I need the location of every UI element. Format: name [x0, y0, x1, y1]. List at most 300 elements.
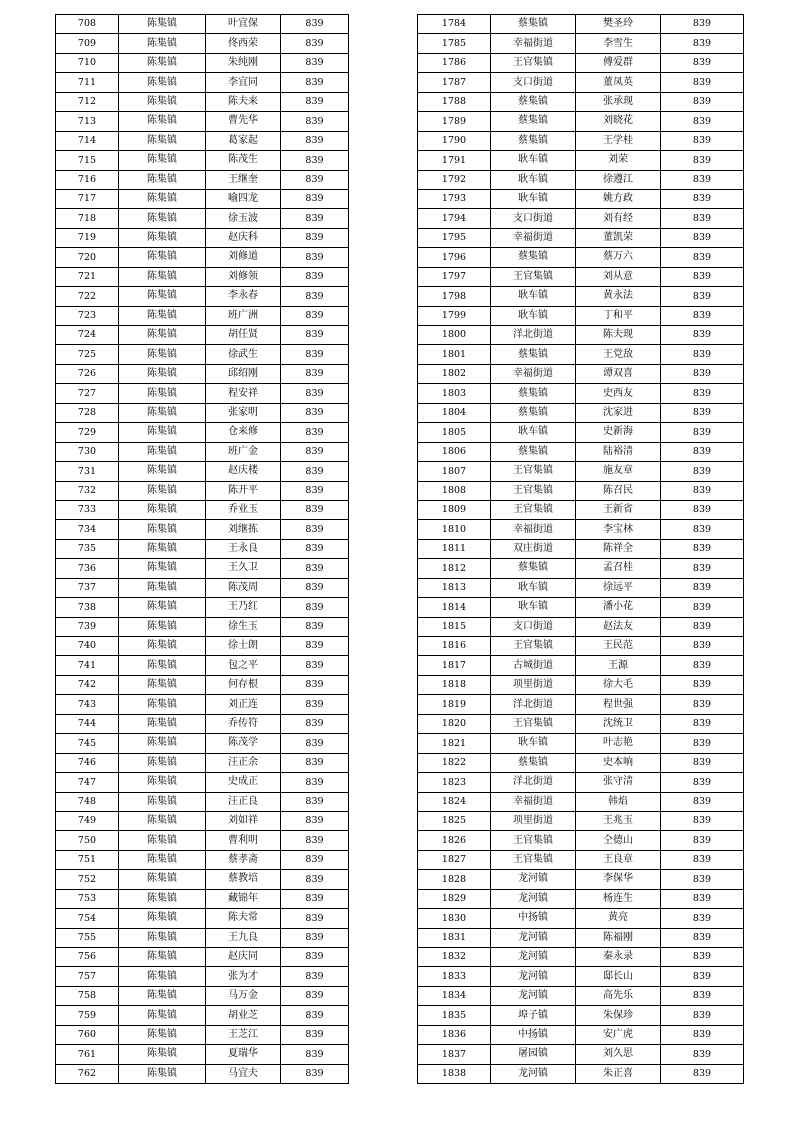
town-cell: 王官集镇 — [491, 714, 576, 733]
amount-cell: 839 — [281, 811, 349, 830]
amount-cell: 839 — [661, 928, 744, 947]
table-row — [418, 112, 744, 131]
amount-cell: 839 — [661, 617, 744, 636]
town-cell: 王官集镇 — [491, 831, 576, 850]
amount-cell: 839 — [281, 15, 349, 34]
row-number: 1828 — [418, 870, 491, 889]
table-row — [418, 209, 744, 228]
right-roster-table — [417, 14, 744, 1084]
table-row — [56, 53, 349, 72]
town-cell: 陈集镇 — [119, 462, 206, 481]
amount-cell: 839 — [661, 734, 744, 753]
row-number: 760 — [56, 1025, 119, 1044]
name-cell: 叶宜保 — [206, 15, 281, 34]
row-number: 1800 — [418, 326, 491, 345]
town-cell: 陈集镇 — [119, 578, 206, 597]
name-cell: 程世强 — [576, 695, 661, 714]
row-number: 734 — [56, 520, 119, 539]
amount-cell: 839 — [661, 151, 744, 170]
row-number: 1836 — [418, 1025, 491, 1044]
row-number: 1790 — [418, 131, 491, 150]
name-cell: 叶志艳 — [576, 734, 661, 753]
row-number: 757 — [56, 967, 119, 986]
row-number: 1815 — [418, 617, 491, 636]
row-number: 1837 — [418, 1045, 491, 1064]
amount-cell: 839 — [661, 500, 744, 519]
amount-cell: 839 — [661, 403, 744, 422]
amount-cell: 839 — [281, 364, 349, 383]
table-row — [56, 209, 349, 228]
table-row — [418, 1025, 744, 1044]
row-number: 742 — [56, 675, 119, 694]
town-cell: 龙河镇 — [491, 889, 576, 908]
name-cell: 马宜夫 — [206, 1064, 281, 1083]
town-cell: 蔡集镇 — [491, 559, 576, 578]
town-cell: 项里街道 — [491, 811, 576, 830]
amount-cell: 839 — [281, 967, 349, 986]
town-cell: 陈集镇 — [119, 928, 206, 947]
table-row — [418, 306, 744, 325]
amount-cell: 839 — [661, 326, 744, 345]
amount-cell: 839 — [281, 870, 349, 889]
name-cell: 潘小花 — [576, 598, 661, 617]
amount-cell: 839 — [281, 442, 349, 461]
name-cell: 陈茂生 — [206, 151, 281, 170]
table-row — [418, 714, 744, 733]
row-number: 735 — [56, 539, 119, 558]
table-row — [418, 598, 744, 617]
amount-cell: 839 — [281, 267, 349, 286]
table-row — [418, 34, 744, 53]
amount-cell: 839 — [661, 345, 744, 364]
row-number: 1838 — [418, 1064, 491, 1083]
amount-cell: 839 — [281, 481, 349, 500]
town-cell: 陈集镇 — [119, 948, 206, 967]
table-row — [418, 928, 744, 947]
row-number: 1829 — [418, 889, 491, 908]
row-number: 725 — [56, 345, 119, 364]
name-cell: 徐远平 — [576, 578, 661, 597]
town-cell: 陈集镇 — [119, 53, 206, 72]
amount-cell: 839 — [281, 986, 349, 1005]
table-row — [418, 909, 744, 928]
table-row — [56, 539, 349, 558]
table-row — [56, 714, 349, 733]
table-row — [56, 792, 349, 811]
amount-cell: 839 — [661, 423, 744, 442]
town-cell: 陈集镇 — [119, 500, 206, 519]
row-number: 1784 — [418, 15, 491, 34]
town-cell: 王官集镇 — [491, 637, 576, 656]
table-row — [56, 345, 349, 364]
table-row — [56, 578, 349, 597]
town-cell: 支口街道 — [491, 209, 576, 228]
table-row — [56, 520, 349, 539]
table-row — [56, 151, 349, 170]
table-row — [56, 1064, 349, 1083]
name-cell: 李雪生 — [576, 34, 661, 53]
name-cell: 孟召桂 — [576, 559, 661, 578]
table-row — [418, 403, 744, 422]
amount-cell: 839 — [281, 928, 349, 947]
amount-cell: 839 — [661, 53, 744, 72]
name-cell: 葛家起 — [206, 131, 281, 150]
table-row — [56, 617, 349, 636]
table-row — [56, 403, 349, 422]
row-number: 719 — [56, 228, 119, 247]
name-cell: 喻四龙 — [206, 189, 281, 208]
name-cell: 陈夫常 — [206, 909, 281, 928]
table-row — [56, 306, 349, 325]
amount-cell: 839 — [281, 539, 349, 558]
amount-cell: 839 — [661, 559, 744, 578]
row-number: 1812 — [418, 559, 491, 578]
name-cell: 王源 — [576, 656, 661, 675]
town-cell: 陈集镇 — [119, 384, 206, 403]
amount-cell: 839 — [661, 306, 744, 325]
town-cell: 幸福街道 — [491, 228, 576, 247]
row-number: 1808 — [418, 481, 491, 500]
table-row — [56, 287, 349, 306]
amount-cell: 839 — [281, 403, 349, 422]
name-cell: 刘有经 — [576, 209, 661, 228]
name-cell: 李保华 — [576, 870, 661, 889]
town-cell: 王官集镇 — [491, 850, 576, 869]
row-number: 1819 — [418, 695, 491, 714]
table-row — [418, 850, 744, 869]
table-row — [418, 675, 744, 694]
name-cell: 刘修领 — [206, 267, 281, 286]
amount-cell: 839 — [661, 675, 744, 694]
name-cell: 陈夫现 — [576, 326, 661, 345]
amount-cell: 839 — [281, 326, 349, 345]
name-cell: 王乃红 — [206, 598, 281, 617]
amount-cell: 839 — [281, 792, 349, 811]
amount-cell: 839 — [281, 1025, 349, 1044]
amount-cell: 839 — [281, 714, 349, 733]
table-row — [418, 1045, 744, 1064]
table-row — [418, 15, 744, 34]
row-number: 710 — [56, 53, 119, 72]
town-cell: 陈集镇 — [119, 403, 206, 422]
amount-cell: 839 — [281, 73, 349, 92]
town-cell: 幸福街道 — [491, 520, 576, 539]
amount-cell: 839 — [661, 73, 744, 92]
table-row — [56, 131, 349, 150]
town-cell: 陈集镇 — [119, 170, 206, 189]
row-number: 709 — [56, 34, 119, 53]
row-number: 753 — [56, 889, 119, 908]
amount-cell: 839 — [661, 170, 744, 189]
amount-cell: 839 — [281, 734, 349, 753]
town-cell: 陈集镇 — [119, 34, 206, 53]
table-row — [56, 734, 349, 753]
table-row — [418, 53, 744, 72]
amount-cell: 839 — [281, 578, 349, 597]
table-row — [56, 695, 349, 714]
table-row — [418, 92, 744, 111]
table-row — [56, 1025, 349, 1044]
amount-cell: 839 — [281, 189, 349, 208]
name-cell: 王兆玉 — [576, 811, 661, 830]
table-row — [418, 267, 744, 286]
amount-cell: 839 — [281, 92, 349, 111]
amount-cell: 839 — [661, 1006, 744, 1025]
town-cell: 耿车镇 — [491, 151, 576, 170]
row-number: 718 — [56, 209, 119, 228]
name-cell: 张承现 — [576, 92, 661, 111]
town-cell: 陈集镇 — [119, 1025, 206, 1044]
name-cell: 仝德山 — [576, 831, 661, 850]
town-cell: 龙河镇 — [491, 967, 576, 986]
row-number: 740 — [56, 637, 119, 656]
table-row — [56, 248, 349, 267]
table-row — [56, 228, 349, 247]
table-row — [56, 967, 349, 986]
town-cell: 龙河镇 — [491, 1064, 576, 1083]
table-row — [418, 520, 744, 539]
town-cell: 陈集镇 — [119, 753, 206, 772]
table-row — [418, 559, 744, 578]
name-cell: 陈福刚 — [576, 928, 661, 947]
amount-cell: 839 — [661, 909, 744, 928]
town-cell: 陈集镇 — [119, 695, 206, 714]
amount-cell: 839 — [281, 598, 349, 617]
amount-cell: 839 — [661, 831, 744, 850]
amount-cell: 839 — [281, 773, 349, 792]
amount-cell: 839 — [281, 151, 349, 170]
amount-cell: 839 — [661, 539, 744, 558]
row-number: 717 — [56, 189, 119, 208]
name-cell: 仓来修 — [206, 423, 281, 442]
town-cell: 蔡集镇 — [491, 92, 576, 111]
table-row — [56, 500, 349, 519]
name-cell: 徐玉波 — [206, 209, 281, 228]
row-number: 708 — [56, 15, 119, 34]
name-cell: 刘修道 — [206, 248, 281, 267]
name-cell: 汪正余 — [206, 753, 281, 772]
table-row — [418, 656, 744, 675]
row-number: 1786 — [418, 53, 491, 72]
name-cell: 黄永法 — [576, 287, 661, 306]
name-cell: 高先乐 — [576, 986, 661, 1005]
amount-cell: 839 — [281, 170, 349, 189]
table-row — [56, 92, 349, 111]
name-cell: 藏锦年 — [206, 889, 281, 908]
town-cell: 龙河镇 — [491, 986, 576, 1005]
row-number: 738 — [56, 598, 119, 617]
name-cell: 赵庆科 — [206, 228, 281, 247]
table-row — [56, 909, 349, 928]
table-row — [418, 986, 744, 1005]
town-cell: 陈集镇 — [119, 15, 206, 34]
name-cell: 姚方政 — [576, 189, 661, 208]
row-number: 1818 — [418, 675, 491, 694]
amount-cell: 839 — [281, 112, 349, 131]
row-number: 1824 — [418, 792, 491, 811]
row-number: 751 — [56, 850, 119, 869]
amount-cell: 839 — [661, 850, 744, 869]
row-number: 1799 — [418, 306, 491, 325]
town-cell: 陈集镇 — [119, 773, 206, 792]
row-number: 1827 — [418, 850, 491, 869]
row-number: 721 — [56, 267, 119, 286]
name-cell: 赵法友 — [576, 617, 661, 636]
row-number: 1810 — [418, 520, 491, 539]
town-cell: 陈集镇 — [119, 73, 206, 92]
amount-cell: 839 — [661, 986, 744, 1005]
town-cell: 陈集镇 — [119, 267, 206, 286]
amount-cell: 839 — [281, 384, 349, 403]
row-number: 1789 — [418, 112, 491, 131]
row-number: 736 — [56, 559, 119, 578]
row-number: 716 — [56, 170, 119, 189]
row-number: 726 — [56, 364, 119, 383]
table-row — [418, 695, 744, 714]
town-cell: 陈集镇 — [119, 986, 206, 1005]
row-number: 729 — [56, 423, 119, 442]
amount-cell: 839 — [281, 1006, 349, 1025]
name-cell: 佟西荣 — [206, 34, 281, 53]
table-row — [56, 675, 349, 694]
row-number: 713 — [56, 112, 119, 131]
town-cell: 中扬镇 — [491, 909, 576, 928]
row-number: 1796 — [418, 248, 491, 267]
town-cell: 陈集镇 — [119, 364, 206, 383]
table-row — [418, 189, 744, 208]
town-cell: 耿车镇 — [491, 170, 576, 189]
amount-cell: 839 — [661, 189, 744, 208]
right-roster-body — [418, 15, 744, 1084]
amount-cell: 839 — [661, 131, 744, 150]
table-row — [56, 15, 349, 34]
name-cell: 刘如祥 — [206, 811, 281, 830]
town-cell: 陈集镇 — [119, 792, 206, 811]
table-row — [418, 481, 744, 500]
row-number: 1785 — [418, 34, 491, 53]
name-cell: 王学桂 — [576, 131, 661, 150]
amount-cell: 839 — [281, 753, 349, 772]
name-cell: 朱正喜 — [576, 1064, 661, 1083]
name-cell: 曹利明 — [206, 831, 281, 850]
name-cell: 陈召民 — [576, 481, 661, 500]
row-number: 1834 — [418, 986, 491, 1005]
row-number: 1817 — [418, 656, 491, 675]
row-number: 1813 — [418, 578, 491, 597]
amount-cell: 839 — [661, 364, 744, 383]
amount-cell: 839 — [661, 112, 744, 131]
name-cell: 丁和平 — [576, 306, 661, 325]
town-cell: 陈集镇 — [119, 287, 206, 306]
amount-cell: 839 — [281, 948, 349, 967]
name-cell: 程安祥 — [206, 384, 281, 403]
name-cell: 徐士朗 — [206, 637, 281, 656]
amount-cell: 839 — [281, 909, 349, 928]
town-cell: 陈集镇 — [119, 189, 206, 208]
town-cell: 陈集镇 — [119, 870, 206, 889]
name-cell: 陈夫来 — [206, 92, 281, 111]
amount-cell: 839 — [661, 248, 744, 267]
town-cell: 王官集镇 — [491, 462, 576, 481]
town-cell: 蔡集镇 — [491, 442, 576, 461]
name-cell: 王良章 — [576, 850, 661, 869]
amount-cell: 839 — [661, 1064, 744, 1083]
amount-cell: 839 — [281, 617, 349, 636]
table-row — [418, 617, 744, 636]
town-cell: 耿车镇 — [491, 306, 576, 325]
name-cell: 王民范 — [576, 637, 661, 656]
table-row — [418, 462, 744, 481]
amount-cell: 839 — [661, 578, 744, 597]
amount-cell: 839 — [661, 92, 744, 111]
amount-cell: 839 — [281, 345, 349, 364]
name-cell: 王继奎 — [206, 170, 281, 189]
row-number: 748 — [56, 792, 119, 811]
amount-cell: 839 — [281, 559, 349, 578]
table-row — [56, 1045, 349, 1064]
name-cell: 徐生玉 — [206, 617, 281, 636]
town-cell: 陈集镇 — [119, 714, 206, 733]
row-number: 737 — [56, 578, 119, 597]
row-number: 754 — [56, 909, 119, 928]
amount-cell: 839 — [661, 637, 744, 656]
row-number: 1830 — [418, 909, 491, 928]
row-number: 1833 — [418, 967, 491, 986]
row-number: 732 — [56, 481, 119, 500]
name-cell: 邸长山 — [576, 967, 661, 986]
town-cell: 中扬镇 — [491, 1025, 576, 1044]
town-cell: 陈集镇 — [119, 831, 206, 850]
table-row — [418, 228, 744, 247]
table-row — [56, 326, 349, 345]
name-cell: 史新海 — [576, 423, 661, 442]
row-number: 746 — [56, 753, 119, 772]
row-number: 1825 — [418, 811, 491, 830]
name-cell: 黄亮 — [576, 909, 661, 928]
row-number: 1805 — [418, 423, 491, 442]
table-row — [56, 112, 349, 131]
table-row — [418, 345, 744, 364]
town-cell: 蔡集镇 — [491, 345, 576, 364]
town-cell: 洋北街道 — [491, 773, 576, 792]
amount-cell: 839 — [281, 287, 349, 306]
row-number: 723 — [56, 306, 119, 325]
town-cell: 陈集镇 — [119, 520, 206, 539]
amount-cell: 839 — [661, 792, 744, 811]
town-cell: 双庄街道 — [491, 539, 576, 558]
table-row — [56, 189, 349, 208]
name-cell: 刘从意 — [576, 267, 661, 286]
row-number: 1793 — [418, 189, 491, 208]
row-number: 730 — [56, 442, 119, 461]
name-cell: 马万金 — [206, 986, 281, 1005]
table-row — [418, 1064, 744, 1083]
name-cell: 刘继拣 — [206, 520, 281, 539]
row-number: 1832 — [418, 948, 491, 967]
name-cell: 刘晓花 — [576, 112, 661, 131]
name-cell: 李宜同 — [206, 73, 281, 92]
name-cell: 董凤英 — [576, 73, 661, 92]
town-cell: 龙河镇 — [491, 948, 576, 967]
row-number: 1797 — [418, 267, 491, 286]
town-cell: 陈集镇 — [119, 442, 206, 461]
name-cell: 赵庆同 — [206, 948, 281, 967]
table-row — [418, 151, 744, 170]
name-cell: 乔业玉 — [206, 500, 281, 519]
row-number: 1826 — [418, 831, 491, 850]
town-cell: 洋北街道 — [491, 326, 576, 345]
table-row — [56, 170, 349, 189]
